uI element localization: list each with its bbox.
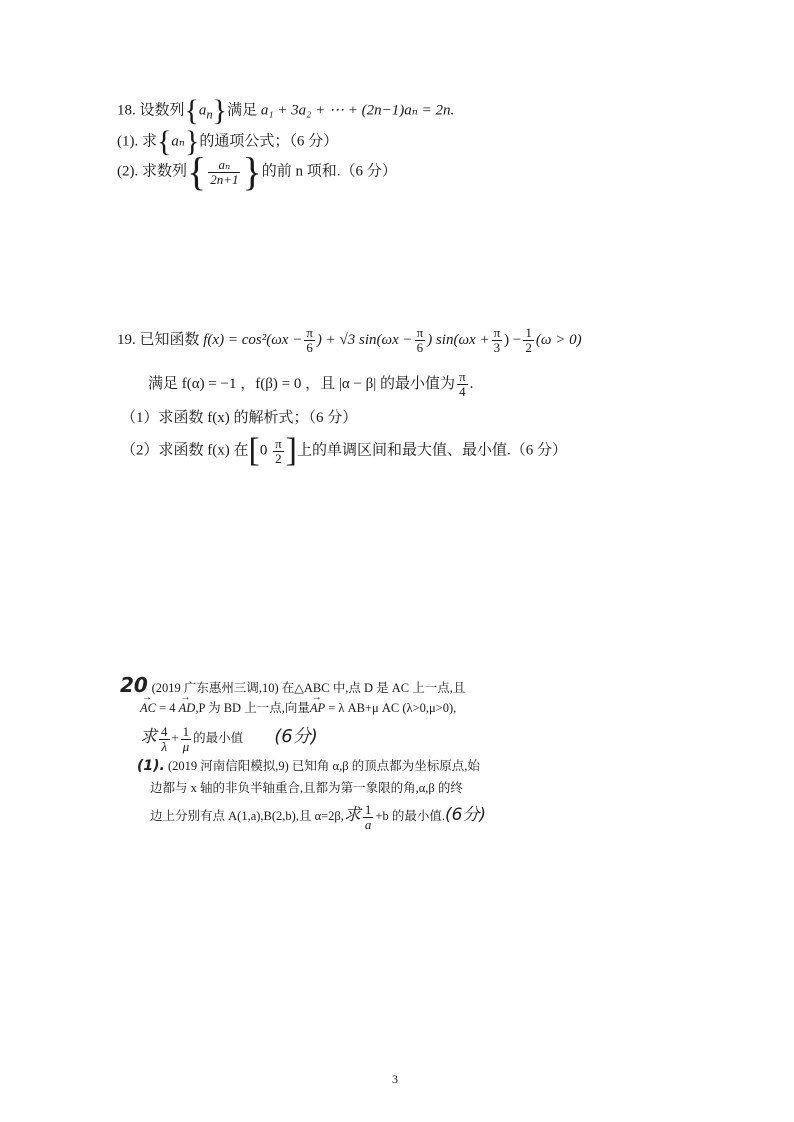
q20-handwritten-number: 20 xyxy=(120,673,148,697)
q20-line2: → AC = 4 → AD,P 为 BD 上一点,向量→ AP = λ AB+μ AC (λ>0,μ>0), xyxy=(140,698,456,716)
q21-handwritten-score: (6分) xyxy=(444,805,487,825)
q21-line2: 边都与 x 轴的非负半轴重合,且都为第一象限的角,α,β 的终 xyxy=(150,781,463,795)
q18-part1: (1). 求{aₙ}的通项公式；（6 分） xyxy=(117,125,339,158)
q18-fraction: $\frac{\text{aₙ}}{2n+1}$ xyxy=(210,156,239,187)
q19-part2: （2）求函数 f(x) 在[0 $\frac{\pi}{2}$ ]上的单调区间和最大值、最小值.（6 分） xyxy=(121,432,567,469)
q21-line3: 边上分别有点 A(1,a),B(2,b),且 α=2β,求 $\frac{1}{a}$ +b 的最小值.(6分) xyxy=(150,801,487,832)
q20-handwritten-score: (6分) xyxy=(274,726,318,747)
q19-part1: （1）求函数 f(x) 的解析式；（6 分） xyxy=(121,410,358,426)
q19-label: 19. 已知函数 xyxy=(117,331,200,348)
q19-stem: 19. 已知函数 f(x) = cos²(ωx − $\frac{\pi}{6}$ ) + √3 sin(ωx − $\frac{\pi}{6}$ ) sin(ωx + $\frac{\pi}{3}$ ) − $\frac{1}{2}$ (ω > 0) xyxy=(117,325,582,355)
q18-stem: 18. 设数列$\{a_n\}$满足 a₁ + 3a₂ + ⋯ + (2n−1)aₙ = 2n. xyxy=(117,94,455,127)
q20-line3: 求 $\frac{4}{\lambda}$ + $\frac{1}{\mu}$ 的最小值 (6分) xyxy=(140,723,318,754)
q21-handwritten-number: (1). xyxy=(137,758,165,774)
q18-part2: (2). 求数列{ $\frac{\text{aₙ}}{2n+1}$ }的前 n 项和.（6 分） xyxy=(117,149,397,194)
q18-equation: a₁ + 3a₂ + ⋯ + (2n−1)aₙ = 2n. xyxy=(260,102,455,119)
q20-line1: 20 (2019 广东惠州三调,10) 在△ABC 中,点 D 是 AC 上一点,且 xyxy=(120,673,466,697)
page-number: 3 xyxy=(392,1072,398,1086)
q21-line1: (1). (2019 河南信阳模拟,9) 已知角 α,β 的顶点都为坐标原点,始 xyxy=(137,758,480,774)
q19-condition: 满足 f(α) = −1 ，f(β) = 0 ，且 |α − β| 的最小值为 $\frac{\pi}{4}$ . xyxy=(148,369,474,399)
q18-label: 18. 设数列 xyxy=(117,102,185,119)
